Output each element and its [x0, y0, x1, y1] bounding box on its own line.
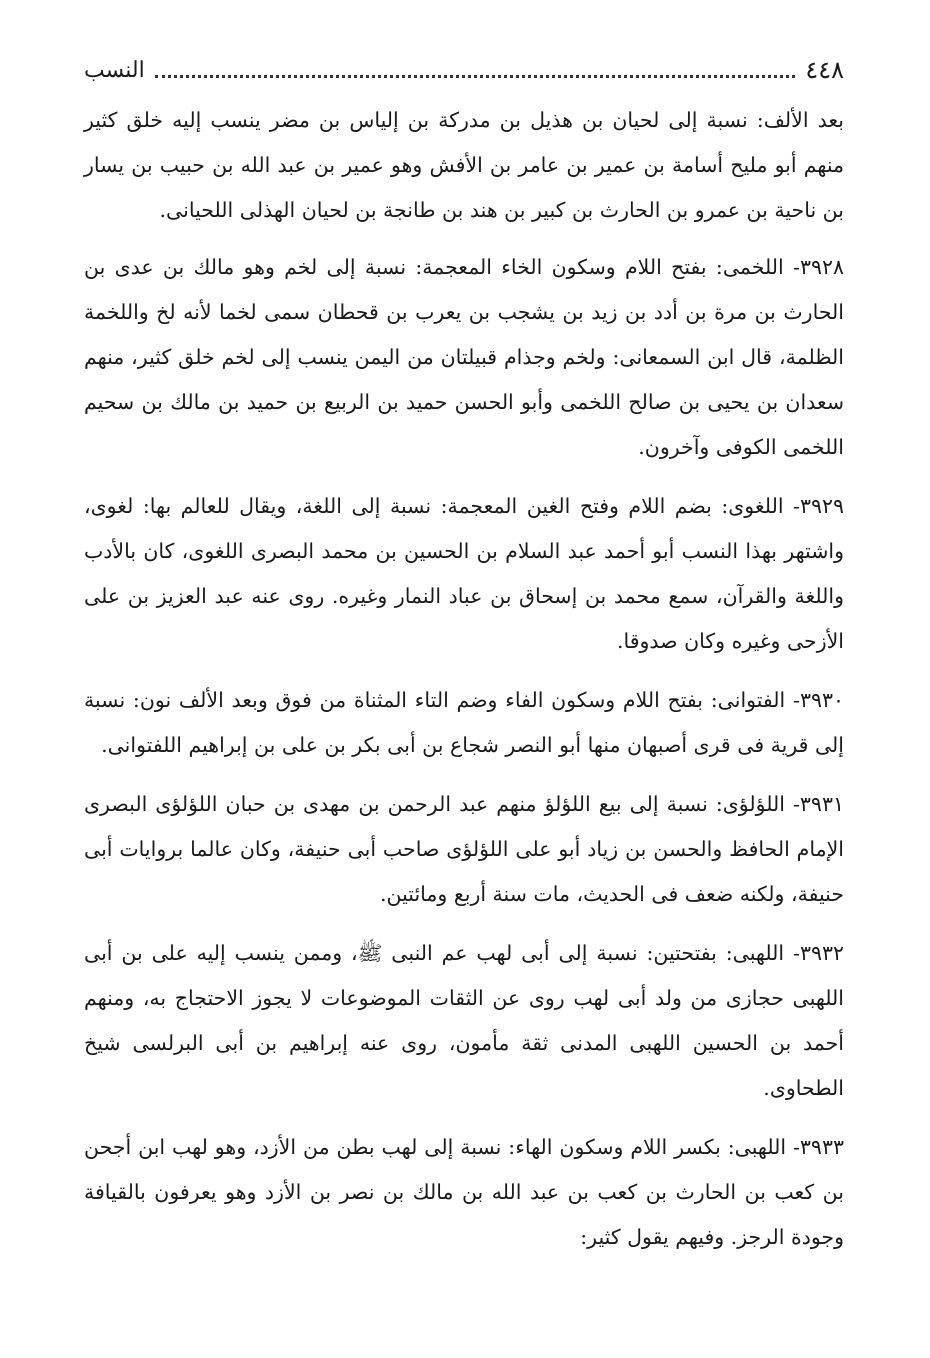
entry-term: اللهبى:: [725, 941, 785, 965]
entry-number: ٣٩٢٨-: [793, 255, 844, 279]
entry-3931: [84, 782, 844, 917]
entry-3930: [84, 678, 844, 768]
entry-text: بفتح اللام وسكون الخاء المعجمة: نسبة إلى لخم وهو مالك بن عدى بن الحارث بن مرة بن أدد بن زيد بن يشجب بن يعرب بن قحطان سمى لخما لأنه لخ واللخمة الظلمة، قال ابن السمعانى: ولخم وجذام قبيلتان من اليمن ينسب إلى لخم خلق كثير، منهم سعدان بن يحيى بن صالح اللخمى وأبو الحسن حميد بن الربيع بن حميد بن مالك بن سحيم اللخمى الكوفى وآخرون.: [84, 255, 844, 459]
entry-number: ٣٩٢٩-: [793, 494, 844, 518]
running-title: النسب: [84, 57, 145, 83]
entry-number: ٣٩٣٢-: [793, 941, 844, 965]
entry-3929: [84, 484, 844, 664]
paragraph-continuation: [84, 98, 844, 233]
entry-number: ٣٩٣١-: [792, 792, 844, 816]
entry-3928: [84, 245, 844, 470]
page-number: ٤٤٨: [805, 56, 844, 84]
entry-term: اللغوى:: [721, 494, 784, 518]
entry-text: بضم اللام وفتح الغين المعجمة: نسبة إلى اللغة، ويقال للعالم بها: لغوى، واشتهر بهذا النسب أبو أحمد عبد السلام بن الحسين بن محمد البصرى اللغوى، كان بالأدب واللغة والقرآن، سمع محمد بن إسحاق بن عباد النمار وغيره. روى عنه عبد العزيز بن على الأزحى وغيره وكان صدوقا.: [84, 494, 844, 653]
page-header: [84, 52, 844, 88]
paragraph-text: بعد الألف: نسبة إلى لحيان بن هذيل بن مدركة بن إلياس بن مضر ينسب إليه خلق كثير منهم أبو مليح أسامة بن عمير بن عامر بن الأفش وهو عمير بن عبد الله بن حبيب بن يسار بن ناحية بن عمرو بن الحارث بن كبير بن هند بن طانجة بن لحيان الهذلى اللحيانى.: [84, 108, 844, 222]
entry-term: اللؤلؤى:: [715, 792, 785, 816]
entry-text: بفتح اللام وسكون الفاء وضم التاء المثناة من فوق وبعد الألف نون: نسبة إلى قرية فى قرى أصبهان منها أبو النصر شجاع بن أبى بكر بن على بن إبراهيم اللفتوانى.: [84, 688, 844, 757]
entry-3933: [84, 1125, 844, 1260]
entry-number: ٣٩٣٠-: [793, 688, 844, 712]
entry-text: نسبة إلى بيع اللؤلؤ منهم عبد الرحمن بن مهدى بن حبان اللؤلؤى البصرى الإمام الحافظ والحسن بن زياد أبو على اللؤلؤى صاحب أبى حنيفة، وكان عالما بروايات أبى حنيفة، ولكنه ضعف فى الحديث، مات سنة أربع ومائتين.: [84, 792, 844, 906]
entry-text: بكسر اللام وسكون الهاء: نسبة إلى لهب بطن من الأزد، وهو لهب ابن أجحن بن كعب بن الحارث بن كعب بن عبد الله بن مالك بن نصر بن الأزد وهو يعرفون بالقيافة وجودة الرجز. وفيهم يقول كثير:: [84, 1135, 844, 1249]
entry-term: اللهبى:: [727, 1135, 787, 1159]
header-dotted-leader: [155, 75, 796, 78]
entry-number: ٣٩٣٣-: [792, 1135, 844, 1159]
entry-text: بفتحتين: نسبة إلى أبى لهب عم النبى ﷺ، وممن ينسب إليه على بن أبى اللهبى حجازى من ولد أبى لهب روى عن الثقات الموضوعات لا يجوز الاحتجاج به، ومنهم أحمد بن الحسين اللهبى المدنى ثقة مأمون، روى عنه إبراهيم بن أبى البرلسى شيخ الطحاوى.: [84, 941, 844, 1100]
entry-3932: [84, 931, 844, 1111]
page-body: [84, 98, 844, 1260]
book-page: [84, 52, 844, 1302]
entry-term: اللخمى:: [715, 255, 784, 279]
entry-term: الفتوانى:: [710, 688, 786, 712]
